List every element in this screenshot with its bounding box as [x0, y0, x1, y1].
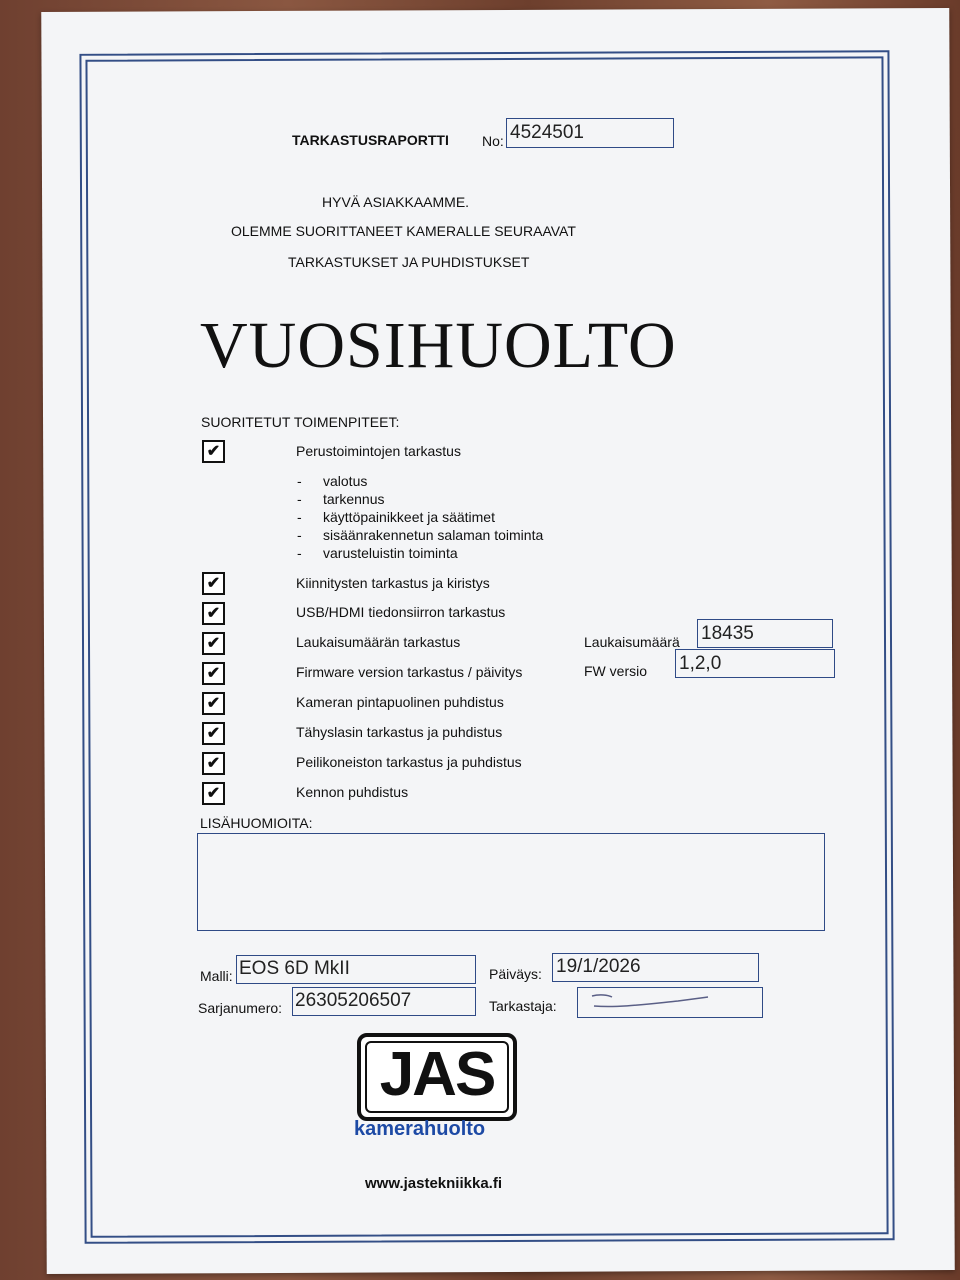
sub-item-dash: - — [297, 545, 302, 561]
date-label: Päiväys: — [489, 966, 542, 982]
report-number-label: No: — [482, 133, 504, 149]
serial-label: Sarjanumero: — [198, 1000, 283, 1016]
signature-scribble — [578, 988, 762, 1017]
actions-heading: SUORITETUT TOIMENPITEET: — [201, 414, 400, 430]
checked-item-label: Kameran pintapuolinen puhdistus — [296, 694, 504, 710]
checkbox-item[interactable]: ✔ — [202, 662, 225, 685]
checkbox-item[interactable]: ✔ — [202, 602, 225, 625]
checkbox-item[interactable]: ✔ — [202, 722, 225, 745]
inspector-field[interactable] — [577, 987, 763, 1018]
intro-line-1: HYVÄ ASIAKKAAMME. — [322, 194, 470, 210]
logo-subtitle: kamerahuolto — [354, 1118, 486, 1140]
date-value: 19/1/2026 — [556, 956, 641, 977]
fw-version-value: 1,2,0 — [679, 653, 722, 674]
main-item-label: Perustoimintojen tarkastus — [296, 443, 461, 459]
checkbox-item[interactable]: ✔ — [202, 692, 225, 715]
notes-label: LISÄHUOMIOITA: — [200, 815, 313, 831]
sub-item-dash: - — [297, 491, 302, 507]
report-number-value: 4524501 — [510, 122, 584, 143]
jas-logo-text: JAS — [379, 1040, 495, 1109]
shutter-count-value: 18435 — [701, 623, 754, 644]
model-value: EOS 6D MkII — [239, 958, 350, 979]
checked-item-label: Laukaisumäärän tarkastus — [296, 634, 461, 650]
checkbox-item[interactable]: ✔ — [202, 752, 225, 775]
model-label: Malli: — [200, 968, 233, 984]
sub-item: tarkennus — [323, 491, 385, 507]
sub-item: varusteluistin toiminta — [323, 545, 458, 561]
checkbox-item[interactable]: ✔ — [202, 782, 225, 805]
sub-item-dash: - — [297, 473, 302, 489]
service-name: VUOSIHUOLTO — [200, 309, 677, 382]
website-url: www.jastekniikka.fi — [365, 1175, 502, 1192]
sub-item-dash: - — [297, 527, 302, 543]
sub-item: valotus — [323, 473, 368, 489]
checked-item-label: USB/HDMI tiedonsiirron tarkastus — [296, 604, 506, 620]
sub-item-dash: - — [297, 509, 302, 525]
sub-item: sisäänrakennetun salaman toiminta — [323, 527, 544, 543]
checkbox-item[interactable]: ✔ — [202, 572, 225, 595]
intro-line-3: TARKASTUKSET JA PUHDISTUKSET — [288, 254, 530, 270]
checkbox-main-item[interactable]: ✔ — [202, 440, 225, 463]
checked-item-label: Kiinnitysten tarkastus ja kiristys — [296, 575, 490, 591]
notes-field[interactable] — [197, 833, 825, 931]
inspector-label: Tarkastaja: — [489, 998, 557, 1014]
intro-line-2: OLEMME SUORITTANEET KAMERALLE SEURAAVAT — [231, 223, 576, 239]
shutter-count-label: Laukaisumäärä — [584, 634, 680, 650]
checked-item-label: Firmware version tarkastus / päivitys — [296, 664, 523, 680]
checked-item-label: Kennon puhdistus — [296, 784, 409, 800]
checked-item-label: Peilikoneiston tarkastus ja puhdistus — [296, 754, 522, 770]
sub-item: käyttöpainikkeet ja säätimet — [323, 509, 495, 525]
fw-version-label: FW versio — [584, 663, 647, 679]
checkbox-item[interactable]: ✔ — [202, 632, 225, 655]
jas-logo — [357, 1033, 517, 1121]
report-title: TARKASTUSRAPORTTI — [292, 132, 449, 148]
serial-value: 26305206507 — [295, 990, 412, 1011]
checked-item-label: Tähyslasin tarkastus ja puhdistus — [296, 724, 503, 740]
